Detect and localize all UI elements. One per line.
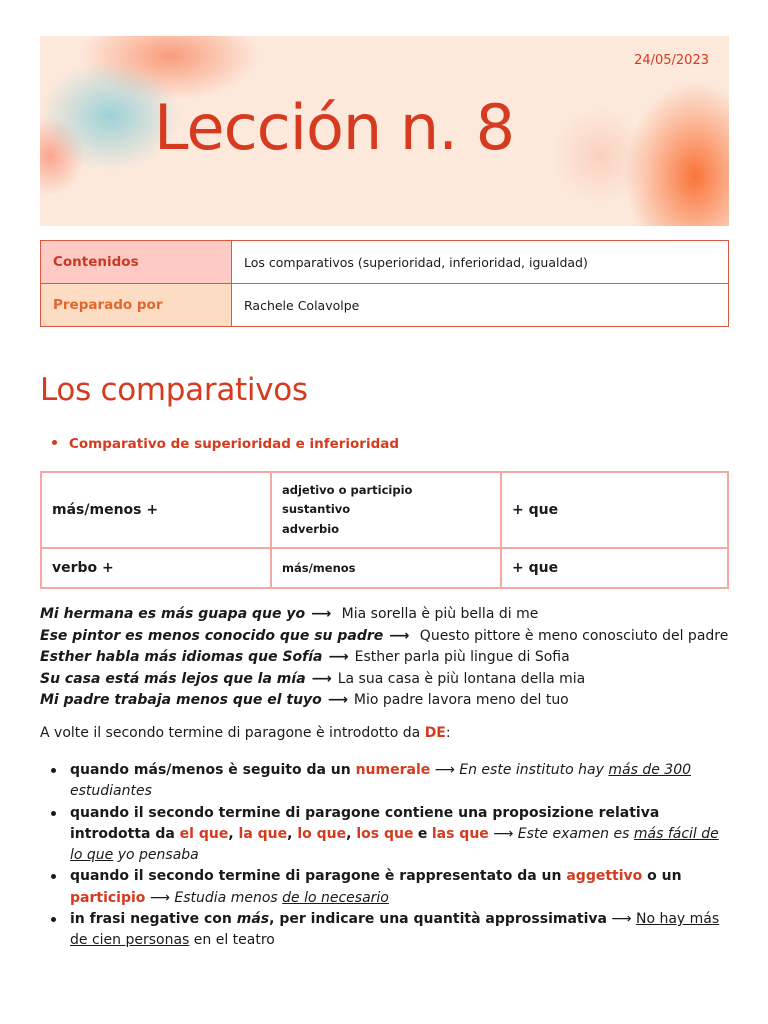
table-cell: + que xyxy=(501,472,728,548)
rule-text: , per indicare una quantità approssimativa xyxy=(269,911,607,928)
arrow-icon: ⟶ xyxy=(606,911,636,928)
section-bullet xyxy=(52,436,399,452)
rule-text: e xyxy=(417,825,428,842)
rule-highlight: numerale xyxy=(355,762,431,778)
comparison-table xyxy=(40,471,729,589)
example-text: Este examen es xyxy=(517,825,634,842)
bullet-icon xyxy=(51,917,56,922)
italian-translation: Mia sorella è più bella di me xyxy=(341,606,539,622)
example-text: estudiantes xyxy=(70,783,152,800)
cell-line: sustantivo xyxy=(282,502,351,517)
contents-label: Contenidos xyxy=(41,241,232,284)
lesson-info-table xyxy=(40,240,729,327)
list-item: quando il secondo termine di paragone contiene una proposizione relativa introdotta da el que, la que, lo que, los que e las que ⟶ Este examen es más fácil de lo que yo pensaba xyxy=(40,803,730,867)
example-underlined: de lo necesario xyxy=(282,889,389,906)
example-underlined: más fácil de lo que xyxy=(70,825,719,864)
table-cell: verbo + xyxy=(41,548,271,588)
spanish-sentence: Mi padre trabaja menos que el tuyo xyxy=(40,692,322,709)
arrow-icon: ⟶ xyxy=(488,825,518,842)
note-text: A volte il secondo termine di paragone è introdotto da xyxy=(40,725,425,741)
italian-translation: Esther parla più lingue di Sofia xyxy=(354,649,570,666)
example-line xyxy=(40,690,728,712)
rule-text: in frasi negative con xyxy=(70,911,237,928)
table-row xyxy=(41,284,729,327)
header-banner xyxy=(40,36,729,226)
rules-list xyxy=(40,760,730,952)
author-label: Preparado por xyxy=(41,284,232,327)
table-row xyxy=(41,241,729,284)
italian-translation: Mio padre lavora meno del tuo xyxy=(353,692,569,709)
italian-translation: Questo pittore è meno conosciuto del padre xyxy=(419,627,729,644)
lesson-title: Lección n. 8 xyxy=(154,91,515,164)
rule-highlight: participio xyxy=(70,889,146,906)
bullet-icon xyxy=(51,874,56,879)
bullet-icon xyxy=(51,811,56,816)
table-cell: más/menos xyxy=(271,548,501,588)
example-text: Estudia menos xyxy=(174,889,283,906)
example-line xyxy=(40,604,728,626)
rule-highlight: las que xyxy=(431,825,489,842)
arrow-icon: ⟶ xyxy=(430,762,460,778)
spanish-sentence: Esther habla más idiomas que Sofía xyxy=(40,649,323,666)
rule-text: quando il secondo termine di paragone è rappresentato da un xyxy=(70,868,567,885)
rule-highlight: el que xyxy=(179,825,229,842)
example-line xyxy=(40,647,728,669)
table-row xyxy=(41,472,728,548)
arrow-icon: ⟶ xyxy=(311,670,332,687)
arrow-icon: ⟶ xyxy=(328,649,349,666)
examples-list xyxy=(40,604,728,712)
arrow-icon: ⟶ xyxy=(311,606,332,622)
arrow-icon: ⟶ xyxy=(149,889,175,906)
bullet-icon xyxy=(51,768,56,773)
rule-text: más xyxy=(236,911,270,928)
rule-highlight: aggettivo xyxy=(566,868,643,885)
spanish-sentence: Ese pintor es menos conocido que su padre xyxy=(40,627,384,644)
author-value: Rachele Colavolpe xyxy=(232,284,729,327)
lesson-date: 24/05/2023 xyxy=(634,53,709,68)
bullet-text: Comparativo de superioridad e inferioridad xyxy=(69,436,400,452)
cell-line: adverbio xyxy=(282,521,340,536)
example-line xyxy=(40,626,728,648)
rule-highlight: lo que xyxy=(297,825,347,842)
de-note xyxy=(40,725,451,741)
note-suffix: : xyxy=(445,725,451,741)
spanish-sentence: Mi hermana es más guapa que yo xyxy=(40,606,306,622)
example-text: en el teatro xyxy=(189,932,275,949)
list-item xyxy=(40,760,730,803)
list-item xyxy=(40,866,730,909)
rule-highlight: la que xyxy=(238,825,288,842)
example-underlined: más de 300 xyxy=(608,762,692,778)
bullet-icon xyxy=(52,440,57,445)
arrow-icon: ⟶ xyxy=(389,627,410,644)
example-text: En este instituto hay xyxy=(459,762,609,778)
example-line xyxy=(40,669,728,691)
table-cell xyxy=(271,472,501,548)
example-underlined: No hay más de cien personas xyxy=(70,911,720,949)
list-item xyxy=(40,909,730,952)
example-text: yo pensaba xyxy=(113,847,199,864)
italian-translation: La sua casa è più lontana della mia xyxy=(337,670,586,687)
rule-text: quando il secondo termine di paragone contiene una proposizione relativa introdotta da xyxy=(70,804,660,842)
contents-value: Los comparativos (superioridad, inferioridad, igualdad) xyxy=(232,241,729,284)
section-title: Los comparativos xyxy=(40,372,308,408)
table-cell: más/menos + xyxy=(41,472,271,548)
table-row xyxy=(41,548,728,588)
rule-text: o un xyxy=(642,868,682,885)
cell-line: adjetivo o participio xyxy=(282,482,413,497)
rule-highlight: los que xyxy=(356,825,414,842)
rule-text: quando más/menos è seguito da un xyxy=(70,762,356,778)
spanish-sentence: Su casa está más lejos que la mía xyxy=(40,670,306,687)
note-highlight: DE xyxy=(424,725,446,741)
table-cell: + que xyxy=(501,548,728,588)
arrow-icon: ⟶ xyxy=(327,692,348,709)
